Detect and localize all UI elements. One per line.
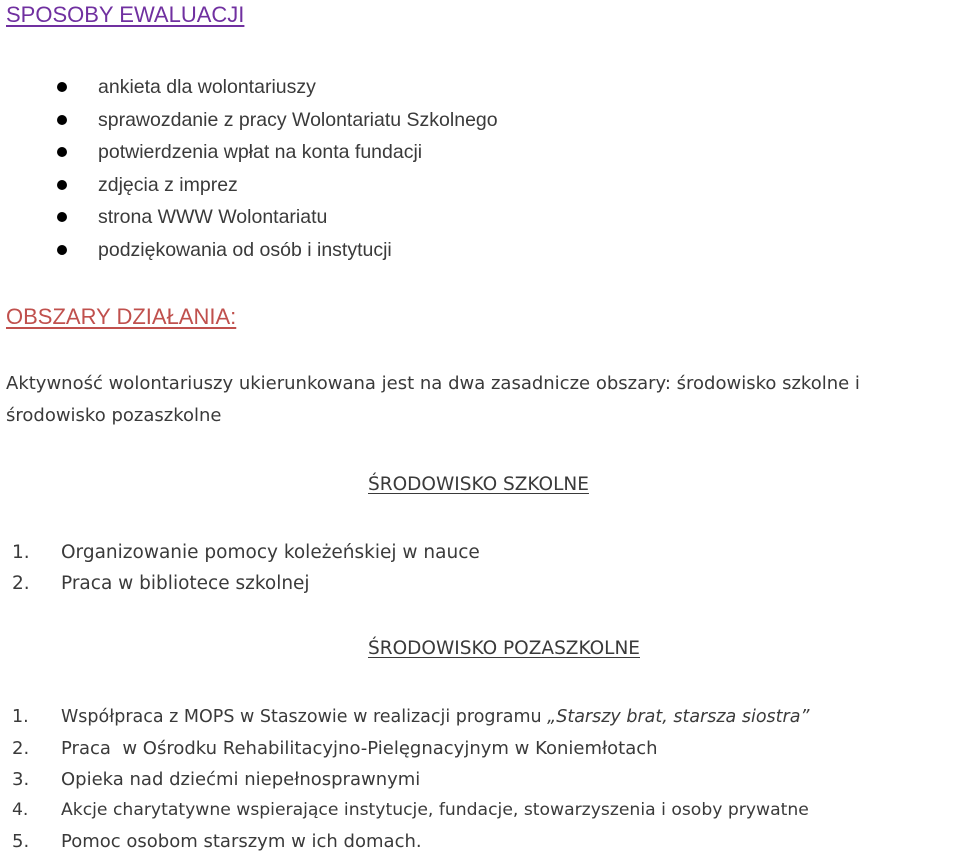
list-item: 1. Organizowanie pomocy koleżeńskiej w nauce — [12, 542, 480, 563]
school-environment-list — [0, 537, 480, 599]
bullet-icon — [57, 212, 67, 222]
list-item: 4. Akcje charytatywne wspierające instytucje, fundacje, stowarzyszenia i osoby prywatne — [12, 800, 809, 820]
list-item: strona WWW Wolontariatu — [0, 201, 498, 234]
bullet-icon — [57, 245, 67, 255]
list-item: sprawozdanie z pracy Wolontariatu Szkolnego — [0, 104, 498, 137]
outside-school-environment-list — [0, 702, 810, 857]
list-item: 1. Współpraca z MOPS w Staszowie w realizacji programu „Starszy brat, starsza siostra” — [12, 707, 810, 727]
bullet-icon — [57, 147, 67, 157]
activity-areas-heading: OBSZARY DZIAŁANIA: — [6, 304, 237, 329]
activity-areas-paragraph: Aktywność wolontariuszy ukierunkowana jest na dwa zasadnicze obszary: środowisko szkolne i środowisko pozaszkolne — [6, 373, 860, 426]
list-item: potwierdzenia wpłat na konta fundacji — [0, 136, 498, 169]
list-item: ankieta dla wolontariuszy — [0, 71, 498, 104]
outside-school-environment-heading: ŚRODOWISKO POZASZKOLNE — [368, 638, 640, 659]
evaluation-methods-list — [0, 71, 498, 266]
school-environment-heading: ŚRODOWISKO SZKOLNE — [368, 474, 589, 495]
list-item: 2. Praca w bibliotece szkolnej — [12, 573, 310, 594]
program-name: „Starszy brat, starsza siostra” — [547, 707, 810, 727]
list-item: 2. Praca w Ośrodku Rehabilitacyjno-Pielęgnacyjnym w Koniemłotach — [12, 738, 658, 759]
evaluation-methods-heading: SPOSOBY EWALUACJI — [6, 2, 245, 27]
list-item: podziękowania od osób i instytucji — [0, 234, 498, 267]
list-item: 5. Pomoc osobom starszym w ich domach. — [12, 831, 422, 852]
list-item: zdjęcia z imprez — [0, 169, 498, 202]
list-item: 3. Opieka nad dziećmi niepełnosprawnymi — [12, 769, 421, 790]
bullet-icon — [57, 180, 67, 190]
bullet-icon — [57, 115, 67, 125]
bullet-icon — [57, 82, 67, 92]
